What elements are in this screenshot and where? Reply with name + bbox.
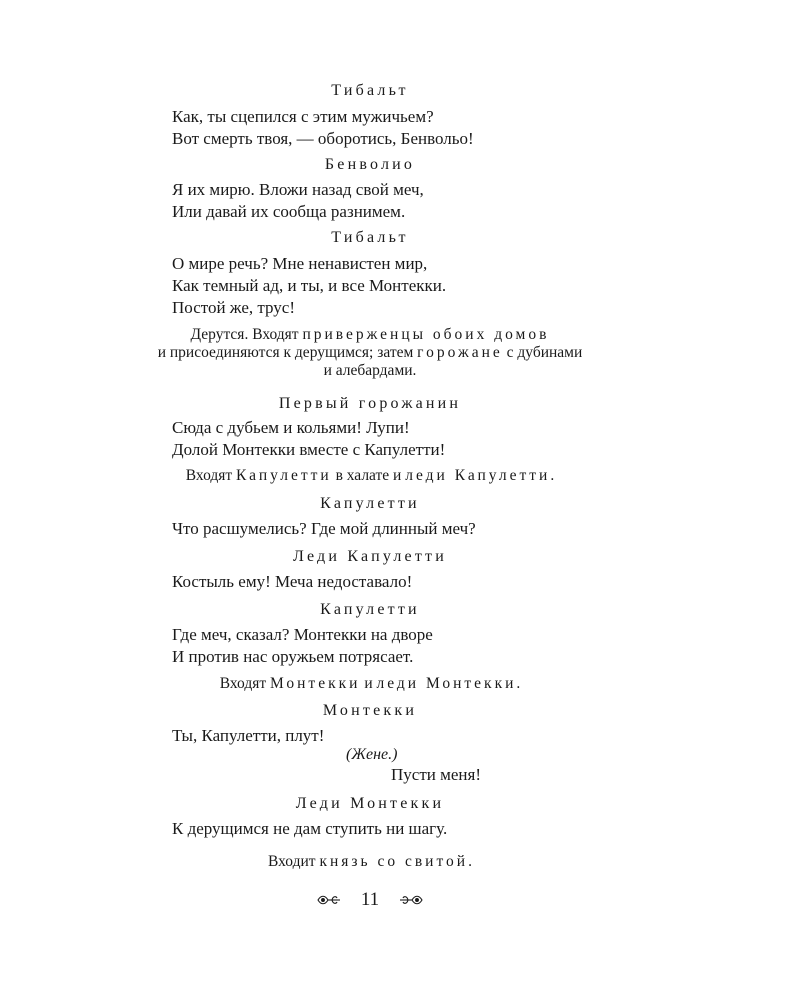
- verse-block: [172, 725, 324, 747]
- direction-character: леди Монтекки: [376, 675, 517, 692]
- verse-line: Я их мирю. Вложи назад свой меч,: [172, 180, 424, 199]
- direction-character: горожане: [417, 344, 503, 361]
- direction-character: леди Капулетти: [405, 467, 551, 484]
- stage-direction: [0, 326, 740, 380]
- verse-line: Как, ты сцепился с этим мужичьем?: [172, 107, 434, 126]
- verse-line: Где меч, сказал? Монтекки на дворе: [172, 625, 433, 644]
- floral-ornament-icon: [398, 893, 424, 907]
- verse-line: К дерущимся не дам ступить ни шагу.: [172, 819, 448, 838]
- verse-line: Сюда с дубьем и кольями! Лупи!: [172, 418, 410, 437]
- verse-line: Долой Монтекки вместе с Капулетти!: [172, 440, 446, 459]
- page-number: 11: [360, 888, 380, 910]
- stage-direction-line: [0, 326, 740, 344]
- speaker-name: Тибальт: [331, 82, 409, 99]
- direction-text: .: [468, 853, 472, 870]
- speaker-name: Леди Капулетти: [293, 548, 447, 565]
- speaker-name: Первый горожанин: [278, 395, 462, 412]
- page-footer: [0, 888, 740, 911]
- verse-line: О мире речь? Мне ненавистен мир,: [172, 254, 428, 273]
- verse-line: Постой же, трус!: [172, 298, 295, 317]
- verse-line: Вот смерть твоя, — оборотись, Бенвольо!: [172, 129, 474, 148]
- verse-line: Как темный ад, и ты, и все Монтекки.: [172, 276, 447, 295]
- verse-line: Что расшумелись? Где мой длинный меч?: [172, 519, 476, 538]
- verse-line: И против нас оружьем потрясает.: [172, 647, 414, 666]
- direction-text: .: [516, 675, 521, 692]
- stage-direction-line: [0, 344, 740, 362]
- stage-aside: (Жене.): [346, 746, 398, 763]
- floral-ornament-icon: [316, 893, 342, 907]
- direction-character: приверженцы обоих домов: [302, 326, 550, 343]
- direction-character: князь со свитой: [319, 853, 469, 870]
- direction-text: и: [360, 675, 377, 692]
- verse-block: [172, 179, 424, 223]
- verse-line: Ты, Капулетти, плут!: [172, 726, 325, 745]
- direction-text: Входят: [219, 675, 270, 692]
- speaker-name: Капулетти: [320, 495, 420, 512]
- stage-direction-line: и алебардами.: [323, 362, 417, 379]
- speaker-name: Капулетти: [320, 601, 420, 618]
- verse-block: [172, 518, 476, 540]
- direction-character: Монтекки: [269, 675, 361, 692]
- direction-text: .: [550, 467, 555, 484]
- verse-line: Или давай их сообща разнимем.: [172, 202, 406, 221]
- speaker-name: Монтекки: [322, 702, 418, 719]
- speaker-name: Леди Монтекки: [295, 795, 445, 812]
- direction-text: Входят: [185, 467, 237, 484]
- direction-text: Дерутся. Входят: [190, 326, 303, 343]
- verse-block: [172, 106, 474, 150]
- verse-block: [172, 571, 412, 593]
- verse-block: [172, 253, 446, 319]
- verse-block: [172, 624, 433, 668]
- stage-direction: [0, 467, 740, 485]
- direction-text: и присоединяются к дерущимся; затем: [157, 344, 418, 361]
- direction-text: Входит: [268, 853, 320, 870]
- verse-block: [172, 417, 445, 461]
- verse-line: Пусти меня!: [391, 765, 481, 784]
- direction-text: в халате и: [331, 467, 406, 484]
- direction-character: Капулетти: [236, 467, 332, 484]
- speaker-name: Тибальт: [331, 229, 409, 246]
- stage-direction: [0, 675, 740, 693]
- verse-line: Костыль ему! Меча недоставало!: [172, 572, 413, 591]
- speaker-name: Бенволио: [324, 156, 416, 173]
- direction-text: с дубинами: [502, 344, 583, 361]
- stage-direction: [0, 853, 740, 871]
- verse-block: [172, 818, 447, 840]
